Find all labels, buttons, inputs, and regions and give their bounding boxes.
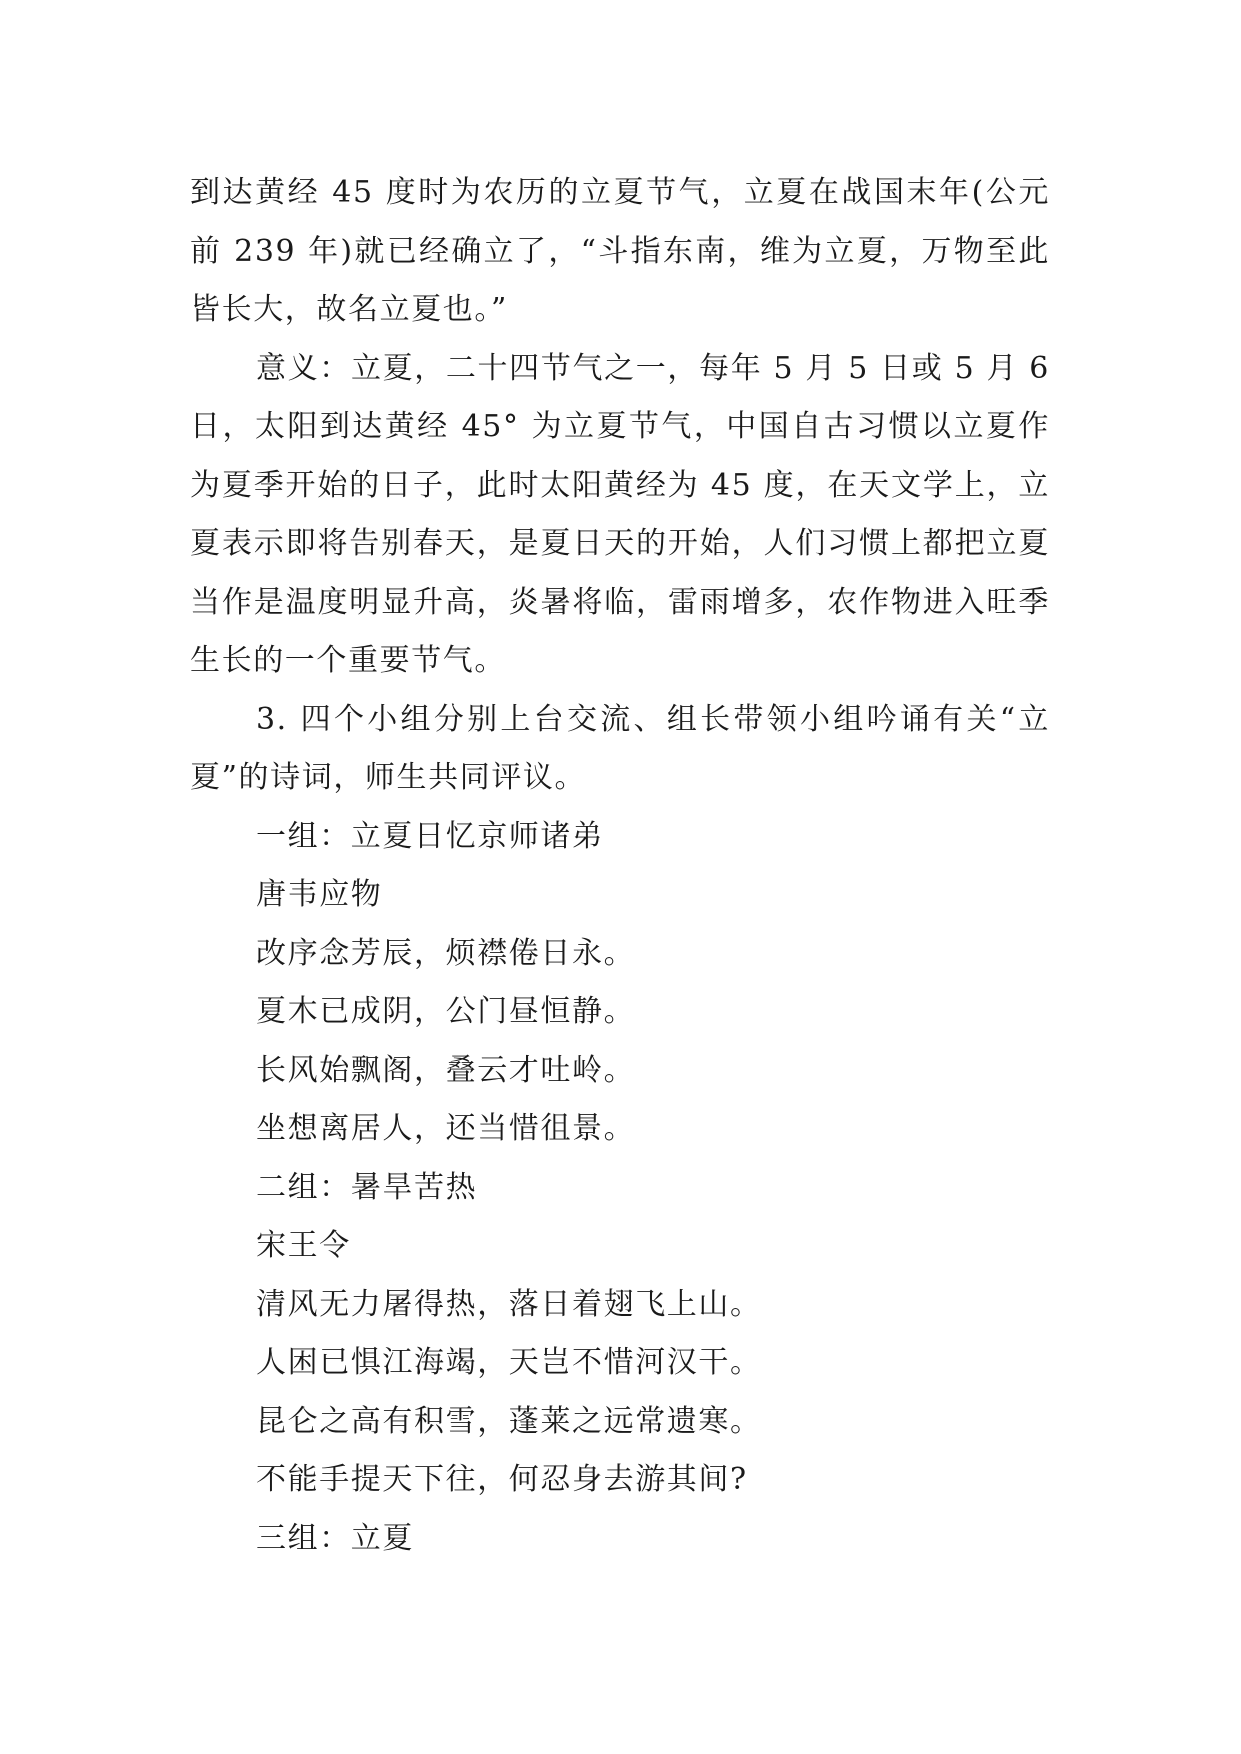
poem-group-title: 三组：立夏 (256, 1520, 414, 1556)
poem-group-title: 二组：暑旱苦热 (256, 1169, 478, 1205)
poem-author: 宋王令 (256, 1228, 351, 1263)
document-body (190, 164, 1050, 1568)
poem-line: 改序念芳辰，烦襟倦日永。 (256, 935, 636, 971)
poem-line: 清风无力屠得热，落日着翅飞上山。 (256, 1286, 762, 1322)
paragraph-intro: 到达黄经 45 度时为农历的立夏节气，立夏在战国末年(公元前 239 年)就已经确立了，“斗指东南，维为立夏，万物至此皆长大，故名立夏也。” (190, 175, 1050, 327)
poem-section (190, 808, 1050, 1569)
paragraph-activity: 3. 四个小组分别上台交流、组长带领小组吟诵有关“立夏”的诗词，师生共同评议。 (190, 701, 1050, 795)
poem-line: 人困已惧江海竭，天岂不惜河汉干。 (256, 1345, 762, 1380)
poem-author: 唐韦应物 (256, 877, 383, 912)
paragraph-meaning: 意义：立夏，二十四节气之一，每年 5 月 5 日或 5 月 6 日，太阳到达黄经 45° 为立夏节气，中国自古习惯以立夏作为夏季开始的日子，此时太阳黄经为 45 度，在天文学上，立夏表示即将告别春天，是夏日天的开始，人们习惯上都把立夏当作是温度明显升高，炎暑将临，雷雨增多，农作物进入旺季生长的一个重要节气。 (190, 350, 1050, 678)
poem-line: 坐想离居人，还当惜徂景。 (256, 1111, 636, 1146)
poem-line: 夏木已成阴，公门昼恒静。 (256, 994, 636, 1029)
poem-line: 长风始飘阁，叠云才吐岭。 (256, 1052, 636, 1088)
poem-line: 不能手提天下往，何忍身去游其间? (256, 1462, 748, 1497)
poem-group-title: 一组：立夏日忆京师诸弟 (256, 818, 604, 854)
poem-line: 昆仑之高有积雪，蓬莱之远常遗寒。 (256, 1403, 762, 1439)
